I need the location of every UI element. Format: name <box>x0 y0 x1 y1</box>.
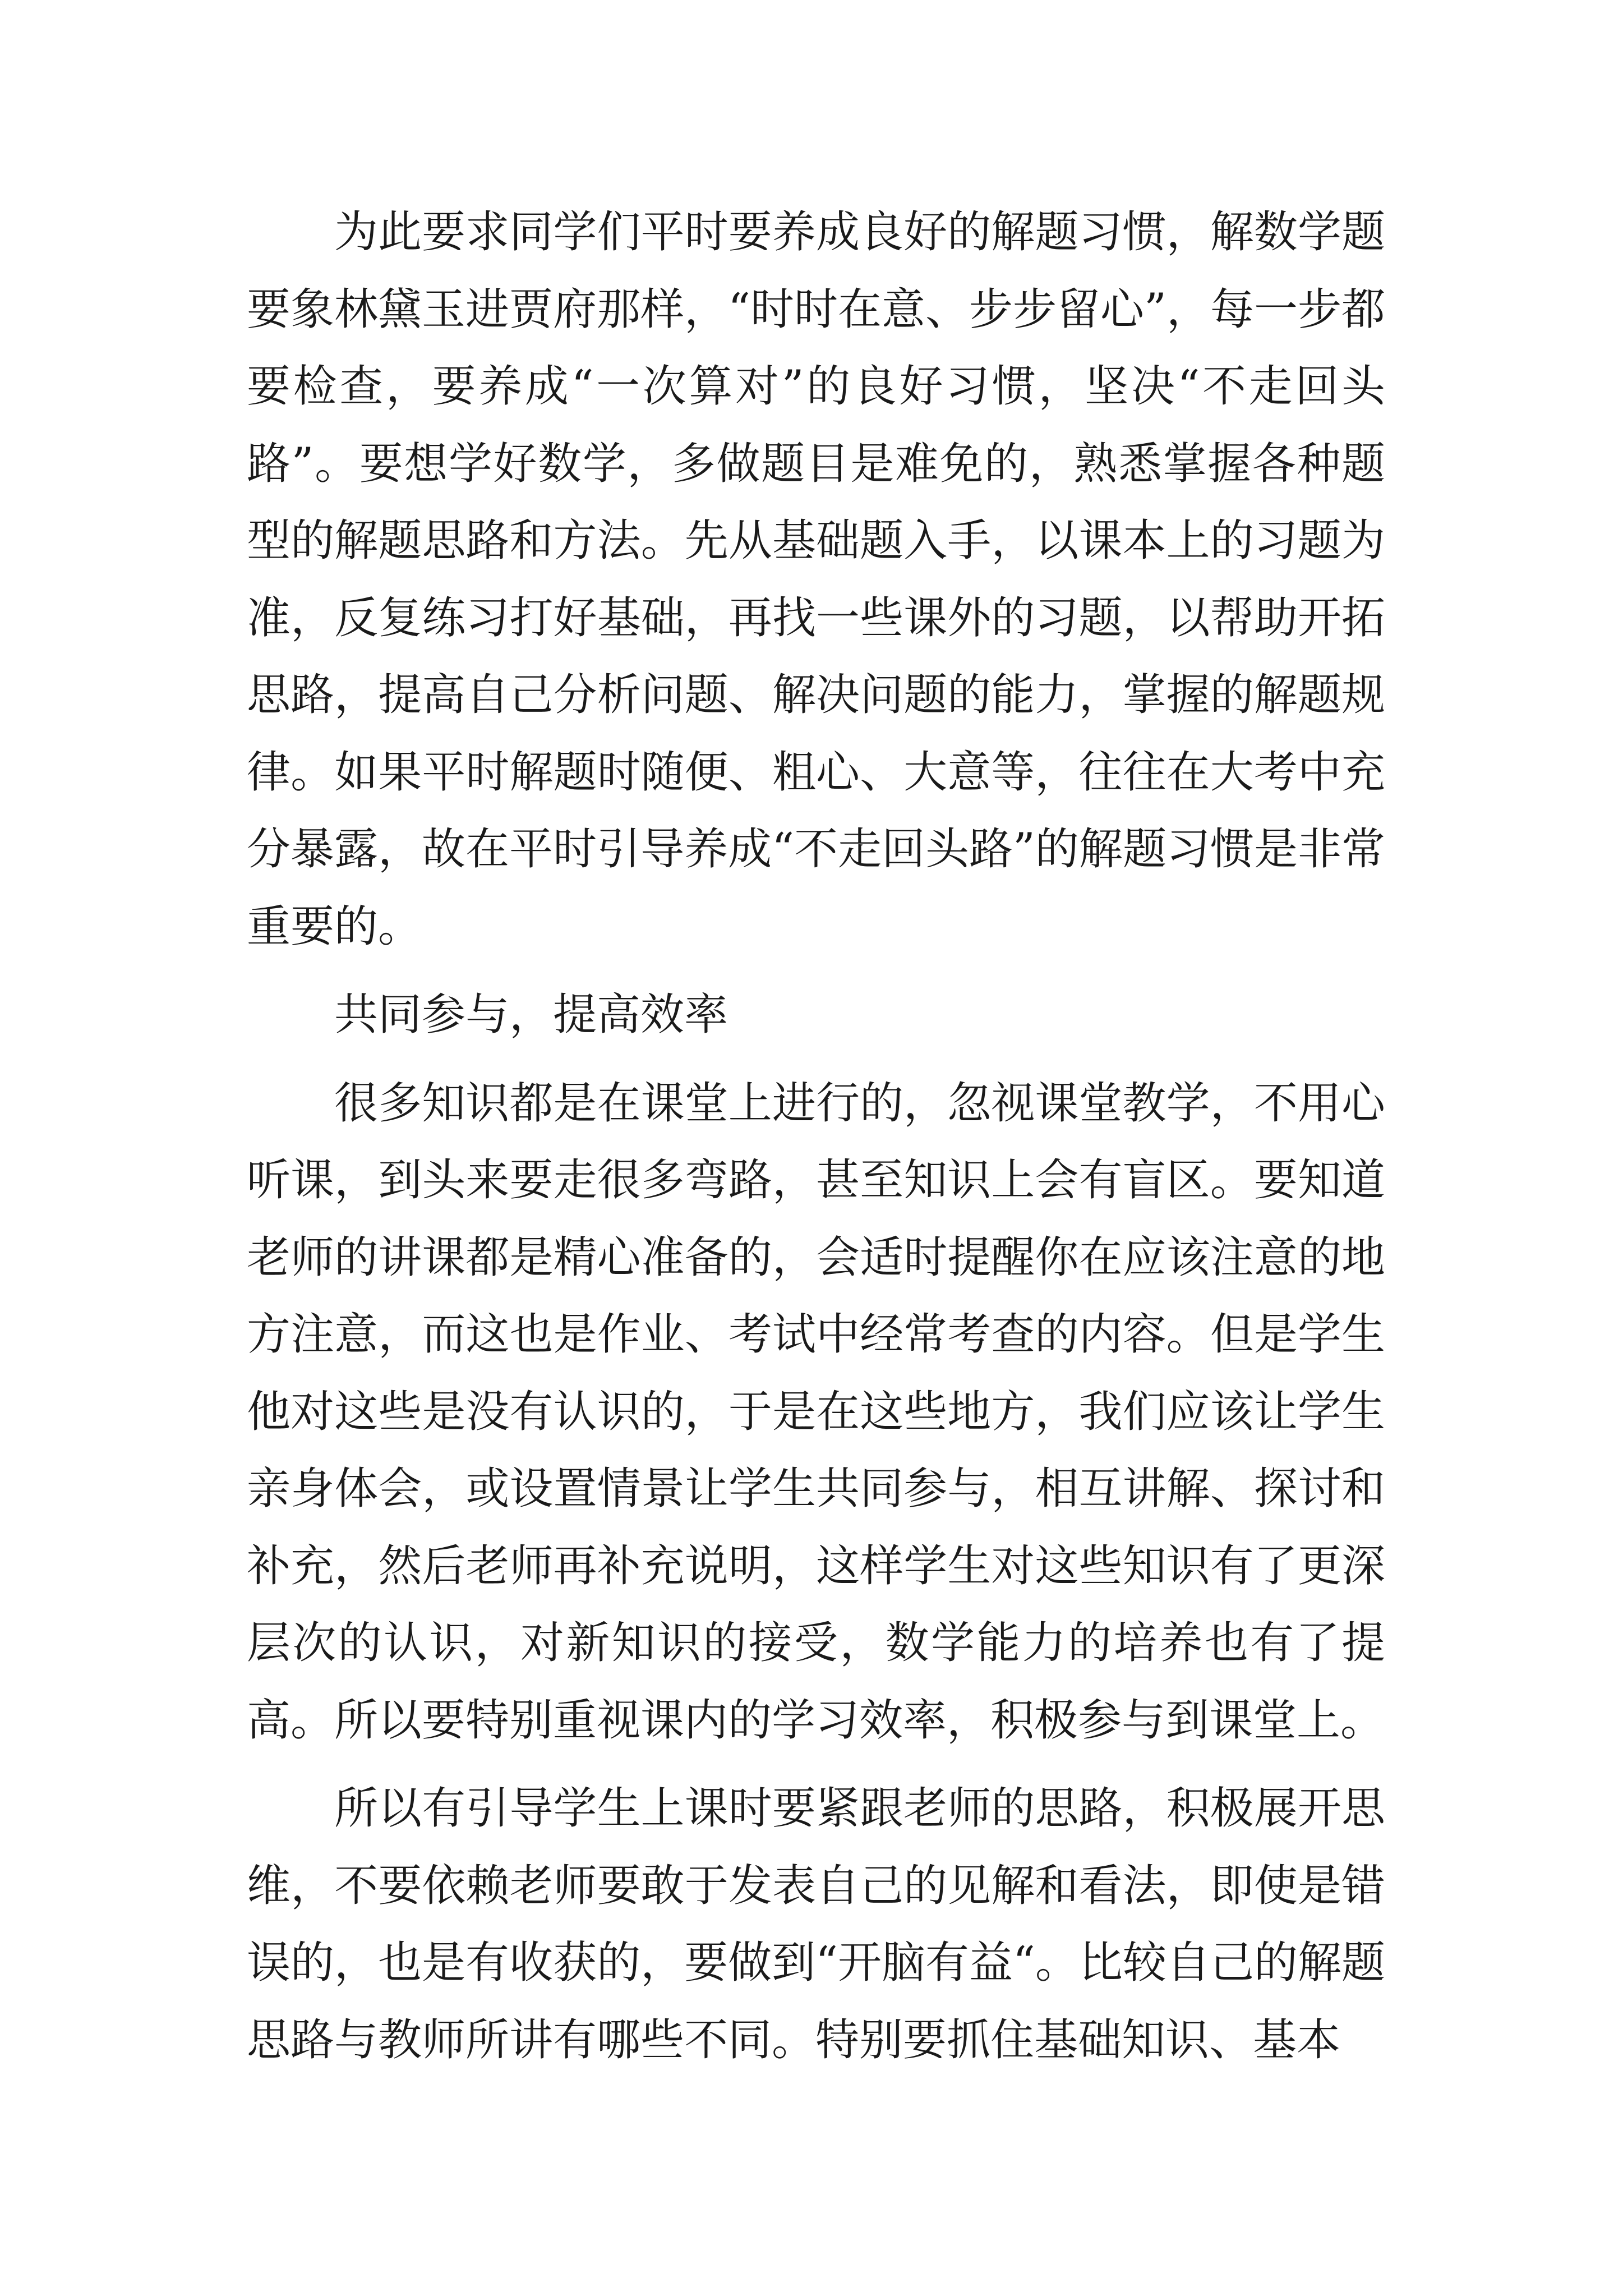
paragraph-classroom: 很多知识都是在课堂上进行的，忽视课堂教学，不用心听课，到头来要走很多弯路，甚至知识上会有盲区。要知道老师的讲课都是精心准备的，会适时提醒你在应该注意的地方注意，而这也是作业、考试中经常考查的内容。但是学生他对这些是没有认识的，于是在这些地方，我们应该让学生亲身体会，或设置情景让学生共同参与，相互讲解、探讨和补充，然后老师再补充说明，这样学生对这些知识有了更深层次的认识，对新知识的接受，数学能力的培养也有了提高。所以要特别重视课内的学习效率，积极参与到课堂上。 <box>247 1078 1385 1746</box>
section-heading: 共同参与，提高效率 <box>334 990 728 1040</box>
paragraph-follow-teacher: 所以有引导学生上课时要紧跟老师的思路，积极展开思维，不要依赖老师要敢于发表自己的见解和看法，即使是错误的，也是有收获的，要做到“开脑有益“。比较自己的解题思路与教师所讲有哪些不同。特别要抓住基础知识、基本 <box>247 1783 1385 2065</box>
paragraph-solving-habits: 为此要求同学们平时要养成良好的解题习惯，解数学题要象林黛玉进贾府那样，“时时在意、步步留心”，每一步都要检查，要养成“一次算对”的良好习惯，坚决“不走回头路”。要想学好数学，多做题目是难免的，熟悉掌握各种题型的解题思路和方法。先从基础题入手，以课本上的习题为准，反复练习打好基础，再找一些课外的习题，以帮助开拓思路，提高自己分析问题、解决问题的能力，掌握的解题规律。如果平时解题时随便、粗心、大意等，往往在大考中充分暴露，故在平时引导养成“不走回头路”的解题习惯是非常重要的。 <box>247 207 1385 952</box>
document-body <box>247 194 1385 2090</box>
